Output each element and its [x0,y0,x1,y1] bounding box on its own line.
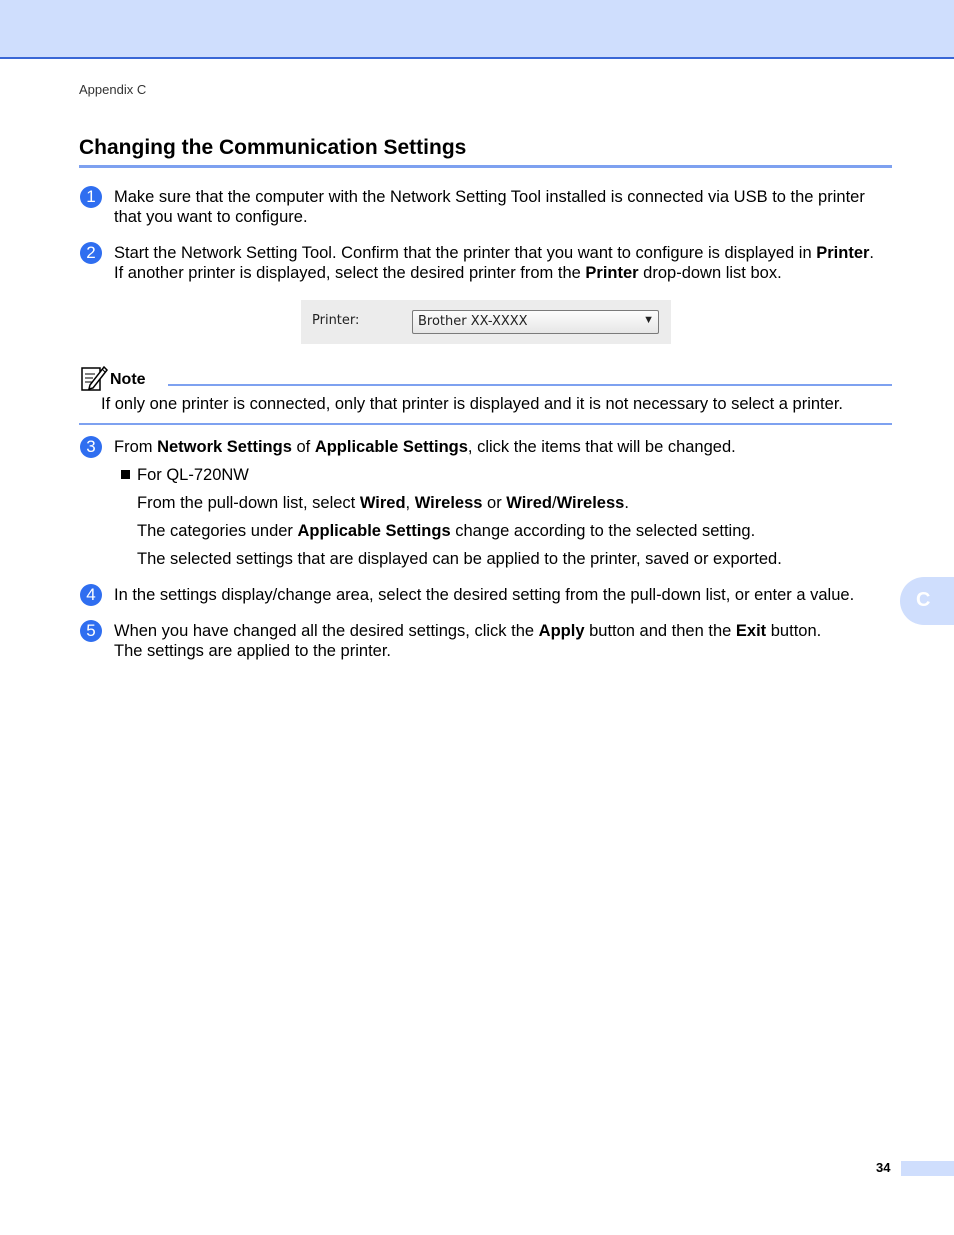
running-head: Appendix C [79,82,147,97]
top-header-band [0,0,954,59]
printer-dropdown[interactable] [412,310,659,334]
note-label: Note [110,371,146,388]
step-4-text: In the settings display/change area, select the desired setting from the pull-down list, or enter a value. [114,586,855,604]
page-number-bar [901,1161,954,1176]
step-1-text: Make sure that the computer with the Network Setting Tool installed is connected via USB to the printer that you want to configure. [114,188,865,226]
sub-line-2: The categories under Applicable Settings change according to the selected setting. [137,522,756,540]
note-bottom-rule [79,423,892,425]
chapter-letter: C [916,589,931,611]
note-pencil-icon [80,364,108,392]
title-underline [79,165,892,168]
note-body: If only one printer is connected, only that printer is displayed and it is not necessary to select a printer. [101,395,843,413]
note-top-rule [168,384,892,386]
page-number: 34 [876,1160,891,1175]
sub-bullet-text: For QL-720NW [137,466,249,484]
step-1-number: 1 [80,186,102,208]
printer-selector-screenshot [301,300,671,344]
printer-label: Printer: [312,313,360,328]
step-5-text: When you have changed all the desired settings, click the Apply button and then the Exit button. The settings are applied to the printer. [114,622,822,660]
step-2-number: 2 [80,242,102,264]
step-3-number: 3 [80,436,102,458]
step-5-number: 5 [80,620,102,642]
section-title: Changing the Communication Settings [79,136,467,159]
sub-line-3: The selected settings that are displayed can be applied to the printer, saved or exported. [137,550,782,568]
square-bullet-icon [121,470,130,479]
step-3-text: From Network Settings of Applicable Settings, click the items that will be changed. [114,438,736,456]
sub-line-1: From the pull-down list, select Wired, Wireless or Wired/Wireless. [137,494,629,512]
step-2-text: Start the Network Setting Tool. Confirm that the printer that you want to configure is displayed in Printer. If another printer is displayed, select the desired printer from the Printer drop-down list box. [114,244,875,282]
printer-dropdown-value: Brother XX-XXXX [418,314,528,329]
step-4-number: 4 [80,584,102,606]
chapter-side-tab [900,577,954,625]
dropdown-arrow-icon: ▼ [643,314,654,326]
